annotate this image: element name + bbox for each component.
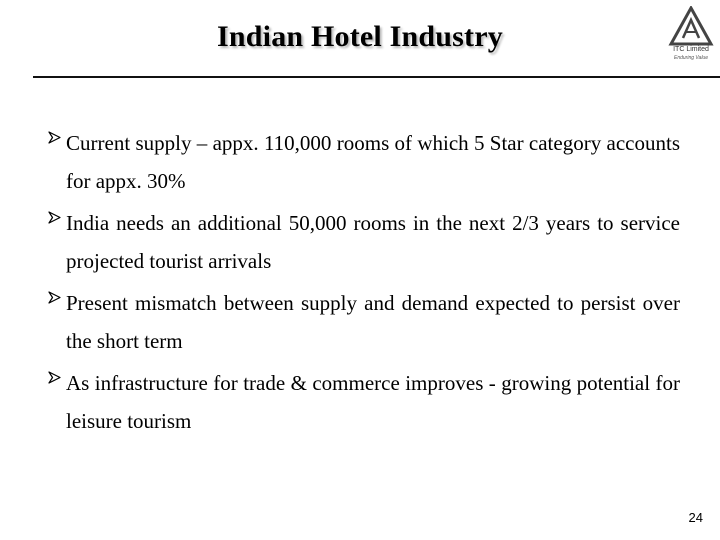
itc-logo bbox=[668, 6, 714, 70]
logo-tagline: Enduring Value bbox=[673, 55, 708, 61]
slide-title-text: Indian Hotel Industry bbox=[217, 20, 503, 53]
page-number: 24 bbox=[688, 510, 703, 525]
arrow-bullet-icon bbox=[48, 291, 61, 304]
bullet-text: As infrastructure for trade & commerce improves - growing potential for leisure tourism bbox=[66, 371, 680, 433]
arrow-bullet-icon bbox=[48, 131, 61, 144]
arrow-bullet-icon bbox=[48, 211, 61, 224]
slide-title bbox=[0, 20, 720, 54]
bullet-list bbox=[48, 124, 680, 440]
itc-logo-icon bbox=[668, 6, 714, 46]
bullet-text: Current supply – appx. 110,000 rooms of which 5 Star category accounts for appx. 30% bbox=[66, 131, 680, 193]
bullet-item bbox=[48, 284, 680, 360]
arrow-bullet-icon bbox=[48, 371, 61, 384]
title-divider bbox=[33, 76, 720, 78]
bullet-item bbox=[48, 364, 680, 440]
bullet-item bbox=[48, 124, 680, 200]
logo-company-name: ITC Limited bbox=[673, 46, 709, 53]
bullet-text: Present mismatch between supply and demand expected to persist over the short term bbox=[66, 291, 680, 353]
bullet-item bbox=[48, 204, 680, 280]
bullet-text: India needs an additional 50,000 rooms in the next 2/3 years to service projected tourist arrivals bbox=[66, 211, 680, 273]
